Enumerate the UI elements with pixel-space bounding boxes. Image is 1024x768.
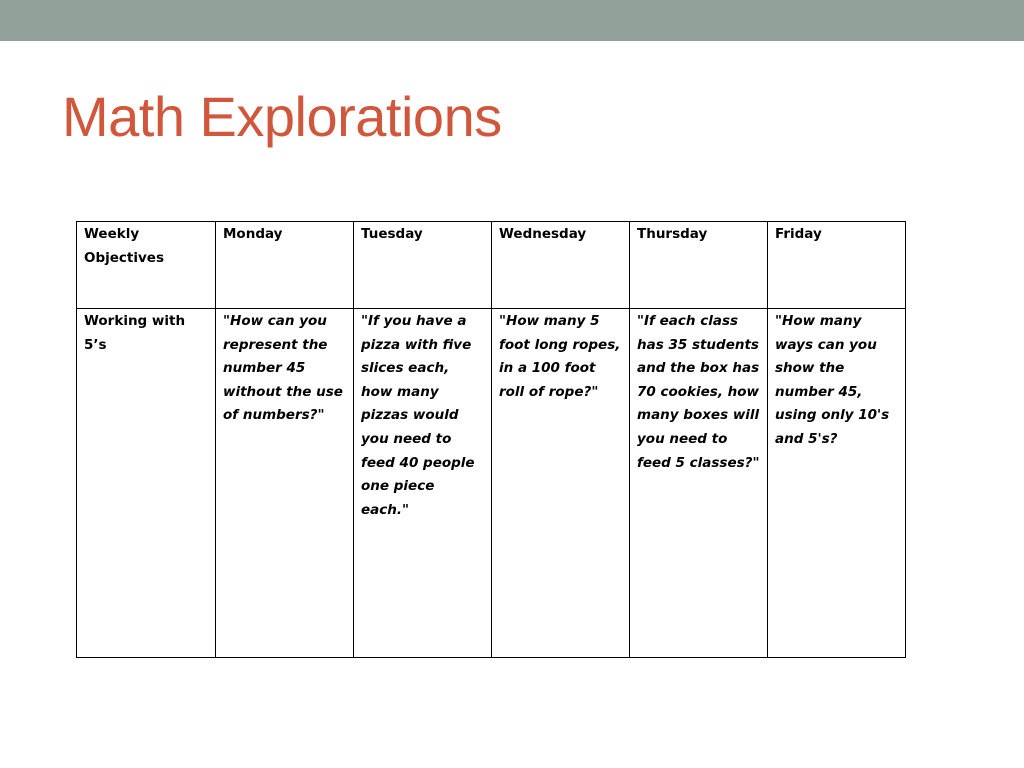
top-accent-bar <box>0 0 1024 41</box>
thursday-question-cell: "If each class has 35 students and the box has 70 cookies, how many boxes will you need to feed 5 classes?" <box>630 309 768 658</box>
friday-question-cell: "How many ways can you show the number 45, using only 10's and 5's? <box>768 309 906 658</box>
weekly-plan-table <box>76 221 906 658</box>
table-row <box>77 309 906 658</box>
tuesday-question-cell: "If you have a pizza with five slices each, how many pizzas would you need to feed 40 people one piece each." <box>354 309 492 658</box>
header-cell-objectives: Weekly Objectives <box>77 222 216 309</box>
header-cell-thursday: Thursday <box>630 222 768 309</box>
header-cell-tuesday: Tuesday <box>354 222 492 309</box>
wednesday-question-cell: "How many 5 foot long ropes, in a 100 foot roll of rope?" <box>492 309 630 658</box>
header-cell-monday: Monday <box>216 222 354 309</box>
objective-cell: Working with 5’s <box>77 309 216 658</box>
monday-question-cell: "How can you represent the number 45 without the use of numbers?" <box>216 309 354 658</box>
slide-title: Math Explorations <box>62 85 502 148</box>
header-cell-wednesday: Wednesday <box>492 222 630 309</box>
table-header-row <box>77 222 906 309</box>
header-cell-friday: Friday <box>768 222 906 309</box>
